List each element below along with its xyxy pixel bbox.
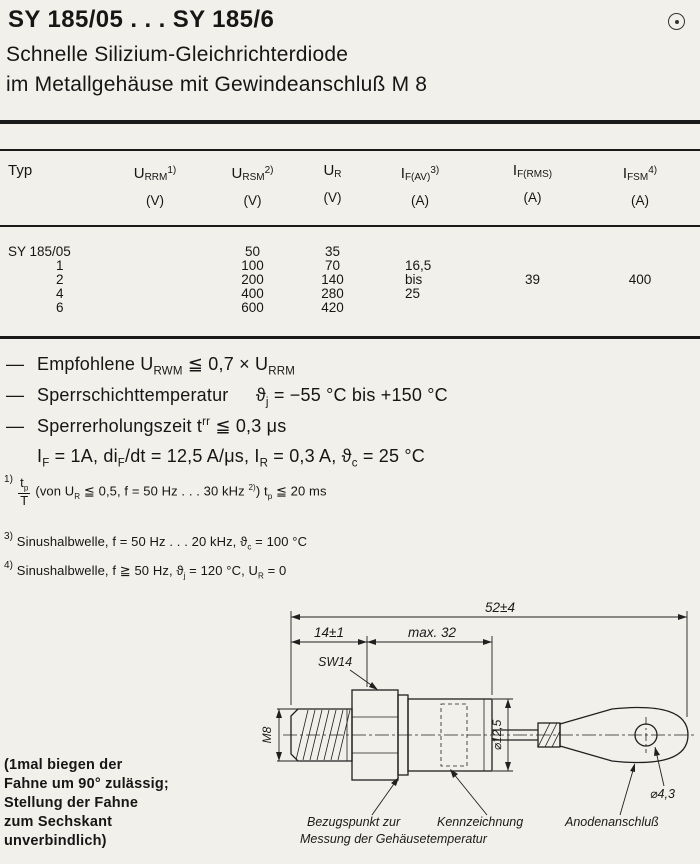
col-header-ifav (360, 162, 480, 208)
marking-callout (437, 769, 523, 829)
note-junction-temperature (6, 385, 448, 409)
col-header-ursm-unit: (V) (243, 193, 262, 208)
hex-width-callout (318, 655, 378, 690)
table-top-rule (0, 149, 700, 151)
note-dash: — (6, 354, 25, 374)
cell-ifrms (480, 245, 585, 259)
fraction-numerator: $t_p$ (20, 475, 29, 493)
note-text: Sperrschichttemperatur $ϑ_j = -55$ °C bis +150 °C (37, 385, 448, 409)
cell-ur: 420 (321, 300, 344, 315)
col-header-urrm-unit: (V) (146, 193, 164, 208)
col-header-urrm-symbol: $U_{RRM}^{1)}$ (133, 165, 177, 183)
note-text: Empfohlene $U_{RWM}$ ≦ $0,7 \times U_{RRM}$ (37, 354, 296, 378)
footnote-3 (4, 531, 307, 552)
cell-urrm (110, 287, 200, 301)
cell-ursm: 100 (241, 258, 264, 273)
col-header-urrm (110, 162, 200, 208)
cell-ifav: 25 (405, 286, 421, 301)
footnote-text: Sinushalbwelle, f = 50 Hz . . . 20 kHz, $ϑ_c = 100$ °C (13, 534, 308, 552)
col-header-ur (305, 162, 360, 208)
col-header-ur-unit: (V) (323, 190, 342, 205)
reference-point-callout (300, 777, 488, 846)
note-text: Sperrerholungszeit $t^{rr}$ ≦ 0,3 μs (37, 416, 287, 436)
cell-ifrms (480, 287, 585, 301)
cell-ifrms: 39 (524, 272, 541, 287)
footnote-4 (4, 560, 286, 581)
flag-note-line: (1mal biegen der (4, 757, 123, 773)
col-header-ursm (200, 162, 305, 208)
dim-thread-label: 14±1 (314, 625, 344, 640)
table-row (0, 245, 700, 259)
circle-dot-logo-icon (668, 13, 685, 30)
subtitle-line-1: Schnelle Silizium-Gleichrichterdiode (6, 43, 349, 66)
note-dash: — (6, 385, 25, 405)
col-header-ifsm-symbol: $I_{FSM}^{4)}$ (622, 165, 658, 183)
subtitle-line-2: im Metallgehäuse mit Gewindeanschluß M 8 (6, 73, 428, 96)
marking-label: Kennzeichnung (437, 815, 524, 829)
flag-note-line: Fahne um 90° zulässig; (4, 776, 169, 792)
table-row (0, 259, 700, 273)
cell-ifav (360, 245, 480, 259)
sw14-label: SW14 (318, 655, 353, 669)
cell-ursm: 200 (241, 272, 264, 287)
col-header-ifsm-unit: (A) (631, 193, 649, 208)
col-header-ifrms-unit: (A) (523, 190, 542, 205)
cell-ur: 140 (321, 272, 344, 287)
dimension-hole-diameter (650, 747, 675, 801)
table-row (0, 301, 700, 315)
cell-ursm: 400 (241, 286, 264, 301)
cell-urrm (110, 301, 200, 315)
cell-ifsm (585, 301, 695, 315)
table-body (0, 245, 700, 315)
cell-ur: 70 (324, 258, 341, 273)
flag-note-line: unverbindlich) (4, 833, 107, 849)
cell-ursm: 50 (244, 244, 261, 259)
footnote-1 (4, 476, 327, 509)
note-reverse-recovery (6, 416, 286, 437)
logo-dot (675, 20, 679, 24)
cell-ifsm (585, 245, 695, 259)
fraction-denominator: T (20, 493, 29, 509)
note-dash: — (6, 416, 25, 436)
ref-point-label-2: Messung der Gehäusetemperatur (300, 832, 487, 846)
cell-typ: SY 185/05 (8, 244, 71, 259)
package-outline-drawing (0, 595, 700, 864)
divider-thick (0, 120, 700, 124)
table-row (0, 287, 700, 301)
cell-typ: 4 (56, 286, 64, 301)
col-header-ifsm (585, 162, 695, 208)
fraction-tp-over-T (18, 476, 30, 509)
dia-body-label: ⌀12,5 (490, 719, 504, 751)
cell-ifrms (480, 301, 585, 315)
col-header-ur-symbol: $U_R$ (323, 162, 342, 180)
footnote-marker: 3) (4, 531, 14, 542)
col-header-ifav-symbol: $I_{F(AV)}^{3)}$ (400, 165, 440, 183)
cell-typ: 6 (56, 300, 64, 315)
dimension-body-length (367, 625, 492, 695)
cell-urrm (110, 245, 200, 259)
cell-ifav (360, 301, 480, 315)
note-text: $I_F = 1A$, $di_F/dt = 12,5$ A/μs, $I_R = 0,3$ A, $ϑ_c = 25$ °C (37, 446, 425, 470)
flag-note-line: zum Sechskant (4, 814, 113, 830)
cell-ifav: bis (405, 272, 423, 287)
page-title: SY 185/05 . . . SY 185/6 (8, 6, 275, 33)
cell-ur: 35 (324, 244, 341, 259)
col-header-ifrms (480, 162, 585, 208)
footnote-marker: 4) (4, 560, 14, 571)
table-header-row (0, 156, 700, 208)
cell-ursm: 600 (241, 300, 264, 315)
note-recommended-urwm (6, 354, 295, 378)
cell-ifrms (480, 259, 585, 273)
ref-point-label-1: Bezugspunkt zur (307, 815, 401, 829)
cell-ifsm (585, 287, 695, 301)
m8-label: M8 (260, 726, 274, 744)
col-header-ifrms-symbol: $I_{F(RMS)}$ (512, 162, 553, 180)
col-header-ifav-unit: (A) (411, 193, 429, 208)
cell-urrm (110, 273, 200, 287)
cell-ifav: 16,5 (405, 258, 432, 273)
footnote-text: Sinushalbwelle, f ≧ 50 Hz, $ϑ_j = 120$ °C, $U_R = 0$ (13, 563, 287, 581)
col-header-typ: Typ (8, 162, 33, 179)
anode-label: Anodenanschluß (565, 815, 659, 829)
cell-typ: 2 (56, 272, 64, 287)
dim-total-label: 52±4 (485, 600, 515, 615)
dia-hole-label: ⌀4,3 (650, 787, 675, 801)
flag-note-line: Stellung der Fahne (4, 795, 139, 811)
table-bottom-rule (0, 336, 700, 339)
page-subtitle (6, 40, 427, 100)
footnote-marker: 1) (4, 474, 14, 485)
spec-table (0, 156, 700, 315)
anode-callout (564, 763, 659, 829)
cell-ur: 280 (321, 286, 344, 301)
footnote-text: (von $U_R$ ≦ 0,5, f = 50 Hz . . . 30 kHz $^{2)}$) $t_p$ ≦ 20 ms (35, 483, 327, 502)
cell-urrm (110, 259, 200, 273)
cell-typ: 1 (56, 258, 64, 273)
col-header-ursm-symbol: $U_{RSM}^{2)}$ (231, 165, 274, 183)
cell-ifsm (585, 259, 695, 273)
cell-ifsm: 400 (628, 272, 652, 287)
note-test-conditions (37, 446, 425, 470)
table-row (0, 273, 700, 287)
dim-body-label: max. 32 (407, 625, 457, 640)
